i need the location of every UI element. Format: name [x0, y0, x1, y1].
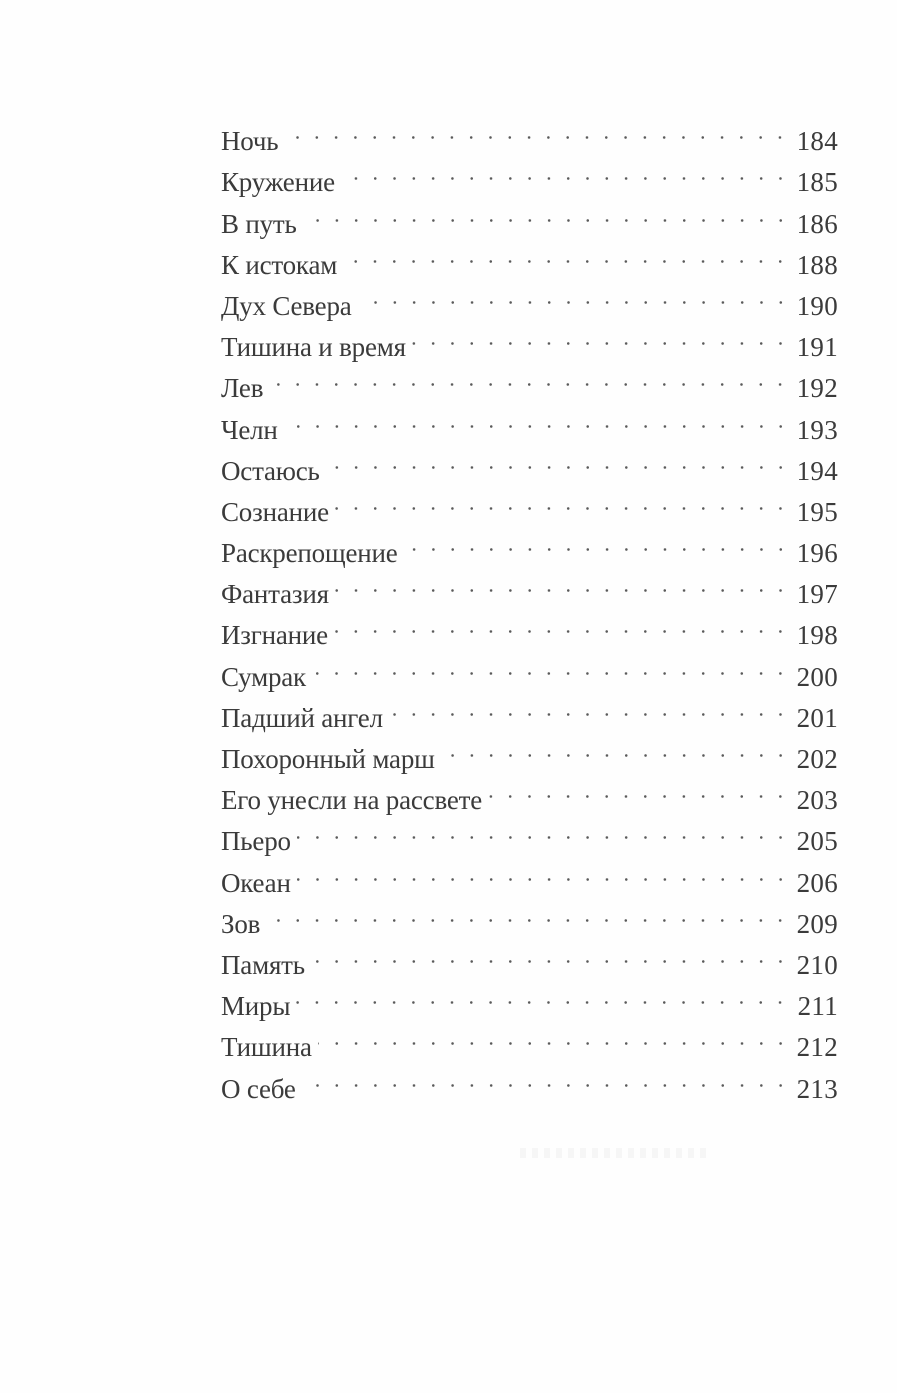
- toc-entry-page: 191: [796, 332, 838, 363]
- dot-leader: [297, 850, 790, 891]
- toc-entry-page: 185: [796, 167, 838, 198]
- toc-entry-page: 213: [796, 1073, 838, 1104]
- dot-leader: [302, 1056, 790, 1097]
- toc-entry-title: Тишина: [221, 1032, 312, 1063]
- toc-entry: [221, 150, 838, 198]
- dot-leader: [269, 356, 790, 397]
- toc-entry-page: 188: [796, 249, 838, 280]
- dot-leader: [343, 233, 790, 274]
- toc-entry-page: 200: [796, 661, 838, 692]
- toc-entry: [221, 686, 838, 733]
- toc-entry-page: 196: [796, 538, 838, 569]
- dot-leader: [284, 109, 790, 150]
- toc-entry-title: Остаюсь: [221, 455, 320, 486]
- toc-entry-page: 198: [796, 620, 838, 651]
- dot-leader: [412, 315, 790, 356]
- toc-entry-title: Его унесли на рассвете: [221, 785, 482, 816]
- toc-entry-title: Фантазия: [221, 579, 329, 610]
- toc-entry-page: 202: [796, 744, 838, 774]
- dot-leader: [312, 644, 790, 685]
- toc-entry-title: Лев: [221, 373, 264, 404]
- toc-entry-title: Тишина и время: [221, 332, 406, 363]
- dot-leader: [266, 892, 790, 933]
- bleed-through-texture: [520, 1148, 710, 1158]
- toc-entry: [221, 1056, 838, 1104]
- toc-entry-title: Пьеро: [221, 826, 291, 857]
- dot-leader: [334, 603, 790, 644]
- toc-entry: [221, 892, 838, 939]
- toc-entry-page: 197: [796, 579, 838, 610]
- dot-leader: [389, 686, 790, 727]
- toc-entry-title: В путь: [221, 208, 297, 239]
- toc-entry-title: Падший ангел: [221, 702, 383, 733]
- toc-entry-page: 206: [796, 867, 838, 898]
- toc-entry-title: Похоронный марш: [221, 744, 435, 774]
- dot-leader: [311, 933, 790, 974]
- dot-leader: [488, 768, 790, 809]
- toc-entry-title: Раскрепощение: [221, 538, 398, 569]
- toc-entry-title: Кружение: [221, 167, 335, 198]
- toc-entry-page: 212: [796, 1032, 838, 1063]
- toc-entry-page: 210: [796, 949, 838, 980]
- toc-entry-page: 184: [796, 126, 838, 157]
- dot-leader: [318, 1015, 790, 1056]
- dot-leader: [358, 274, 790, 315]
- toc-entry-title: Сумрак: [221, 661, 306, 692]
- toc-entry-page: 201: [796, 702, 838, 733]
- toc-entry-page: 192: [796, 373, 838, 404]
- dot-leader: [441, 727, 790, 768]
- dot-leader: [404, 521, 790, 562]
- toc-entry-page: 209: [796, 908, 838, 939]
- dot-leader: [335, 480, 790, 521]
- toc-entry-title: К истокам: [221, 249, 338, 280]
- toc-entry: [221, 644, 838, 692]
- toc-entry: [221, 1015, 838, 1063]
- toc-entry-page: 203: [796, 785, 838, 816]
- dot-leader: [297, 809, 790, 850]
- toc-entry-page: 195: [796, 496, 838, 527]
- toc-entry: [221, 974, 838, 1022]
- toc-entry-title: Океан: [221, 867, 291, 898]
- toc-entry: [221, 439, 838, 486]
- dot-leader: [341, 150, 790, 191]
- toc-entry-title: Зов: [221, 908, 261, 939]
- toc-entry-title: Ночь: [221, 126, 279, 157]
- toc-entry: [221, 191, 838, 239]
- toc-entry: [221, 233, 838, 280]
- toc-entry: [221, 356, 838, 404]
- toc-entry: [221, 933, 838, 980]
- toc-entry-title: Дух Севера: [221, 290, 352, 321]
- dot-leader: [326, 439, 790, 480]
- toc-entry-title: Сознание: [221, 496, 329, 527]
- dot-leader: [335, 562, 790, 603]
- toc-entry-title: О себе: [221, 1073, 296, 1104]
- toc-entry-title: Память: [221, 949, 305, 980]
- toc-entry-page: 186: [796, 208, 838, 239]
- toc-entry: [221, 397, 838, 445]
- toc-entry: [221, 850, 838, 898]
- toc-entry-title: Изгнание: [221, 620, 328, 651]
- table-of-contents: [221, 109, 838, 1104]
- toc-entry-title: Миры: [221, 991, 291, 1022]
- dot-leader: [303, 191, 790, 232]
- dot-leader: [284, 397, 790, 438]
- toc-entry: [221, 109, 838, 157]
- toc-entry-page: 211: [797, 991, 838, 1022]
- dot-leader: [296, 974, 790, 1015]
- toc-entry: [221, 809, 838, 857]
- toc-entry-title: Челн: [221, 414, 278, 445]
- toc-entry-page: 193: [796, 414, 838, 445]
- toc-entry-page: 194: [796, 455, 838, 486]
- toc-entry-page: 190: [796, 290, 838, 321]
- toc-entry-page: 205: [796, 826, 838, 857]
